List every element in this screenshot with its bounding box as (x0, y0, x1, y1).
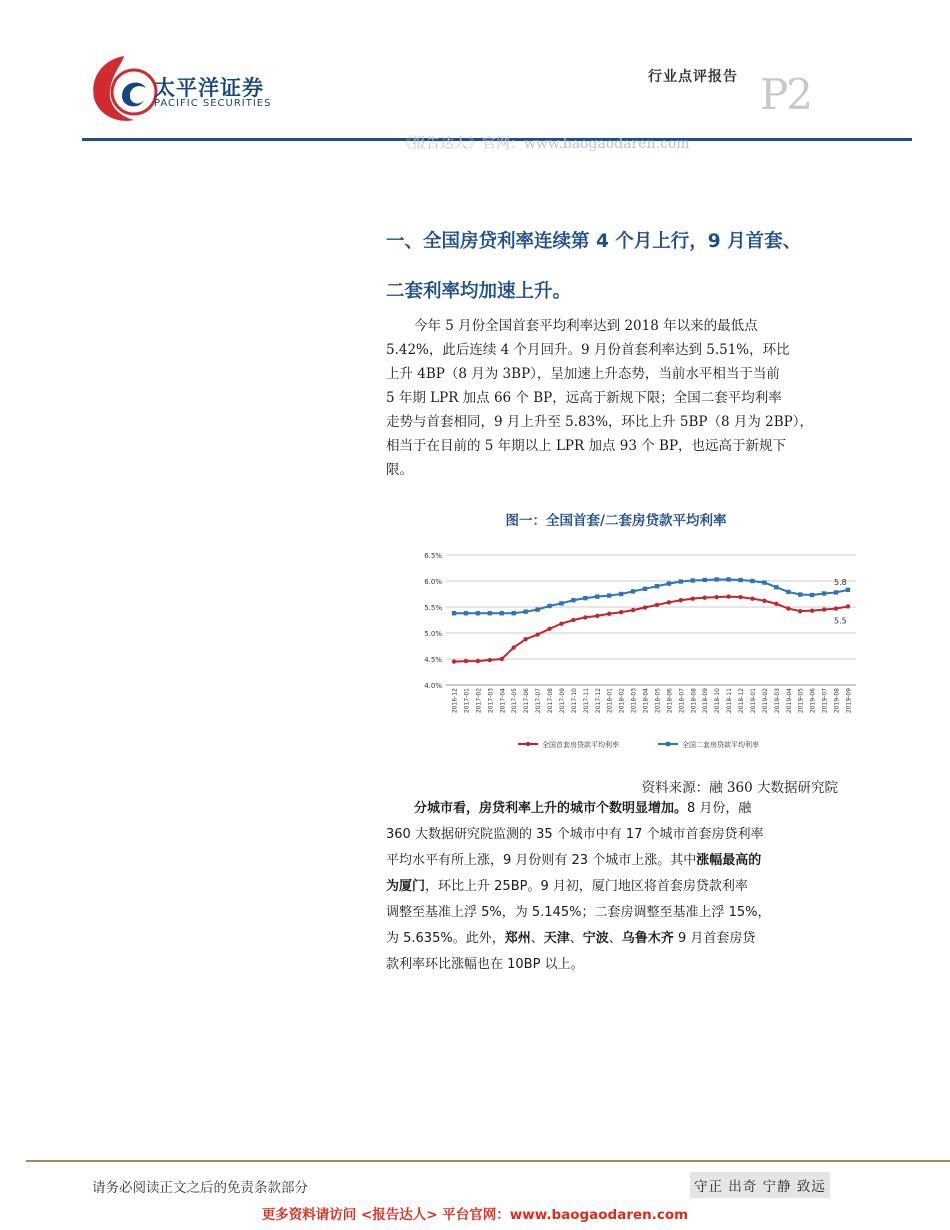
x-tick-label: 2017-04 (499, 688, 507, 714)
x-tick-label: 2018-09 (702, 688, 710, 714)
text-run: ，环比上升 25BP。9 月初，厦门地区将首套房贷款利率 (425, 879, 748, 894)
x-tick-label: 2018-05 (654, 688, 662, 714)
company-motto: 守正 出奇 宁静 致远 (690, 1172, 830, 1198)
brand-name-cn: 太平洋证券 (154, 76, 264, 100)
data-label: 5.5 (834, 616, 847, 626)
data-point (607, 593, 611, 597)
data-point (738, 578, 742, 582)
data-point (750, 596, 754, 600)
paragraph-line (386, 796, 842, 822)
paragraph-line: 相当于在目前的 5 年期以上 LPR 加点 93 个 BP，也远高于新规下 (386, 438, 787, 454)
x-tick-label: 2016-12 (451, 688, 459, 714)
data-point (798, 592, 802, 596)
data-point (488, 611, 492, 615)
data-point (679, 598, 683, 602)
x-tick-label: 2018-01 (606, 688, 614, 714)
x-tick-label: 2017-10 (570, 688, 578, 714)
y-tick-label: 6.5% (424, 552, 442, 560)
data-point (774, 585, 778, 589)
paragraph-line: 限。 (386, 462, 413, 478)
x-tick-label: 2017-08 (547, 688, 555, 714)
data-point (738, 595, 742, 599)
data-point (631, 608, 635, 612)
data-point (750, 579, 754, 583)
x-tick-label: 2017-09 (558, 688, 566, 714)
data-point (679, 579, 683, 583)
footer-divider (26, 1160, 950, 1162)
data-point (535, 632, 539, 636)
x-tick-label: 2018-06 (666, 688, 674, 714)
data-point (643, 587, 647, 591)
x-tick-label: 2017-05 (511, 688, 519, 714)
x-tick-label: 2019-08 (833, 688, 841, 714)
x-tick-label: 2019-09 (845, 688, 853, 714)
paragraph-line: 360 大数据研究院监测的 35 个城市中有 17 个城市首套房贷利率 (386, 827, 764, 842)
data-point (488, 658, 492, 662)
data-point (619, 610, 623, 614)
data-point (726, 594, 730, 598)
data-point (691, 596, 695, 600)
text-run: 8 月份，融 (687, 801, 752, 816)
data-point (798, 609, 802, 613)
data-point (547, 627, 551, 631)
report-type-label: 行业点评报告 (648, 69, 738, 85)
data-point (583, 615, 587, 619)
data-point (810, 608, 814, 612)
y-tick-label: 4.5% (424, 656, 442, 664)
x-tick-label: 2018-11 (726, 688, 734, 714)
x-tick-label: 2019-05 (797, 688, 805, 714)
data-point (643, 605, 647, 609)
data-point (571, 598, 575, 602)
y-tick-label: 6.0% (424, 578, 442, 586)
data-point (810, 593, 814, 597)
paragraph-line (386, 874, 842, 900)
data-point (464, 611, 468, 615)
section-title-line-1: 一、全国房贷利率连续第 4 个月上行，9 月首套、 (386, 231, 802, 252)
data-point (583, 596, 587, 600)
x-tick-label: 2017-06 (523, 688, 531, 714)
city-ningbo: 宁波 (582, 931, 609, 946)
legend-marker (666, 742, 670, 746)
promo-link[interactable]: 更多资料请访问 <报告达人> 平台官网：www.baogaodaren.com (261, 1207, 689, 1223)
data-point (834, 606, 838, 610)
data-point (846, 588, 850, 592)
text-run: 为 5.635%。此外， (386, 931, 505, 946)
x-tick-label: 2017-12 (594, 688, 602, 714)
data-point (452, 659, 456, 663)
paragraph-line: 上升 4BP（8 月为 3BP），呈加速上升态势，当前水平相当于当前 (386, 366, 780, 382)
data-point (547, 604, 551, 608)
data-point (822, 607, 826, 611)
x-tick-label: 2018-10 (714, 688, 722, 714)
legend-label: 全国二套房贷款平均利率 (682, 741, 759, 749)
data-point (762, 599, 766, 603)
data-point (523, 637, 527, 641)
section-title-line-2: 二套利率均加速上升。 (386, 281, 572, 302)
data-point (464, 659, 468, 663)
emphasis-text: 涨幅最高的 (696, 853, 762, 868)
y-tick-label: 4.0% (424, 682, 442, 690)
brand-name-en: PACIFIC SECURITIES (154, 98, 272, 109)
figure-source: 资料来源：融 360 大数据研究院 (641, 780, 838, 796)
x-tick-label: 2018-07 (678, 688, 686, 714)
x-tick-label: 2017-02 (475, 688, 483, 714)
data-point (511, 611, 515, 615)
data-point (667, 581, 671, 585)
data-point (571, 618, 575, 622)
text-run: 9 月首套房贷 (673, 931, 756, 946)
x-tick-label: 2017-11 (582, 688, 590, 714)
y-tick-label: 5.5% (424, 604, 442, 612)
x-tick-label: 2018-02 (618, 688, 626, 714)
data-point (559, 621, 563, 625)
figure-title: 图一：全国首套/二套房贷款平均利率 (505, 513, 727, 529)
data-point (631, 589, 635, 593)
paragraph-line: 5 年期 LPR 加点 66 个 BP，远高于新规下限；全国二套平均利率 (386, 390, 782, 406)
data-point (726, 577, 730, 581)
series-line (454, 597, 848, 662)
data-point (714, 595, 718, 599)
x-tick-label: 2019-07 (821, 688, 829, 714)
page-number: P2 (760, 70, 811, 119)
data-label: 5.8 (834, 577, 847, 587)
paragraph-line (386, 926, 842, 952)
data-point (607, 612, 611, 616)
data-point (703, 578, 707, 582)
paragraph-line: 5.42%，此后连续 4 个月回升。9 月份首套利率达到 5.51%，环比 (386, 342, 790, 358)
data-point (762, 580, 766, 584)
x-tick-label: 2018-04 (642, 688, 650, 714)
mortgage-rate-line-chart (418, 545, 858, 755)
data-point (535, 607, 539, 611)
data-point (786, 606, 790, 610)
data-point (523, 609, 527, 613)
separator: 、 (530, 931, 544, 946)
city-tianjin: 天津 (543, 931, 570, 946)
disclaimer-text: 请务必阅读正文之后的免责条款部分 (92, 1180, 308, 1196)
paragraph-line: 走势与首套相同，9 月上升至 5.83%，环比上升 5BP（8 月为 2BP）， (386, 414, 813, 430)
x-tick-label: 2018-12 (738, 688, 746, 714)
paragraph-line (386, 848, 842, 874)
data-point (511, 645, 515, 649)
watermark-link[interactable]: 《报告达人》官网：www.baogaodaren.com (398, 136, 690, 152)
data-point (691, 578, 695, 582)
legend-marker (526, 742, 530, 746)
city-urumqi: 乌鲁木齐 (621, 931, 674, 946)
separator: 、 (608, 931, 622, 946)
data-point (500, 611, 504, 615)
x-tick-label: 2017-03 (487, 688, 495, 714)
paragraph-city-analysis (386, 796, 842, 978)
city-zhengzhou: 郑州 (504, 931, 531, 946)
paragraph-line: 款利率环比涨幅也在 10BP 以上。 (386, 957, 584, 972)
data-point (452, 611, 456, 615)
x-tick-label: 2018-03 (630, 688, 638, 714)
x-tick-label: 2019-01 (749, 688, 757, 714)
data-point (774, 602, 778, 606)
emphasis-text: 分城市看，房贷利率上升的城市个数明显增加。 (414, 801, 688, 816)
data-point (655, 603, 659, 607)
data-point (595, 614, 599, 618)
data-point (595, 594, 599, 598)
emphasis-text: 为厦门 (386, 879, 426, 894)
y-tick-label: 5.0% (424, 630, 442, 638)
data-point (822, 591, 826, 595)
paragraph-line: 调整至基准上浮 5%，为 5.145%；二套房调整至基准上浮 15%， (386, 905, 771, 920)
data-point (714, 577, 718, 581)
x-tick-label: 2017-01 (463, 688, 471, 714)
data-point (619, 592, 623, 596)
x-tick-label: 2019-06 (809, 688, 817, 714)
x-tick-label: 2019-04 (785, 688, 793, 714)
legend-label: 全国首套房贷款平均利率 (542, 741, 619, 749)
paragraph-line: 今年 5 月份全国首套平均利率达到 2018 年以来的最低点 (414, 318, 758, 334)
x-tick-label: 2019-02 (761, 688, 769, 714)
data-point (476, 611, 480, 615)
data-point (500, 657, 504, 661)
data-point (476, 659, 480, 663)
data-point (846, 604, 850, 608)
text-run: 平均水平有所上涨，9 月份则有 23 个城市上涨。其中 (386, 853, 697, 868)
x-tick-label: 2017-07 (535, 688, 543, 714)
x-tick-label: 2019-03 (773, 688, 781, 714)
data-point (834, 590, 838, 594)
data-point (559, 601, 563, 605)
x-tick-label: 2018-08 (690, 688, 698, 714)
data-point (655, 584, 659, 588)
data-point (786, 590, 790, 594)
separator: 、 (569, 931, 583, 946)
data-point (703, 595, 707, 599)
data-point (667, 600, 671, 604)
paragraph-rates-overview (386, 314, 842, 482)
